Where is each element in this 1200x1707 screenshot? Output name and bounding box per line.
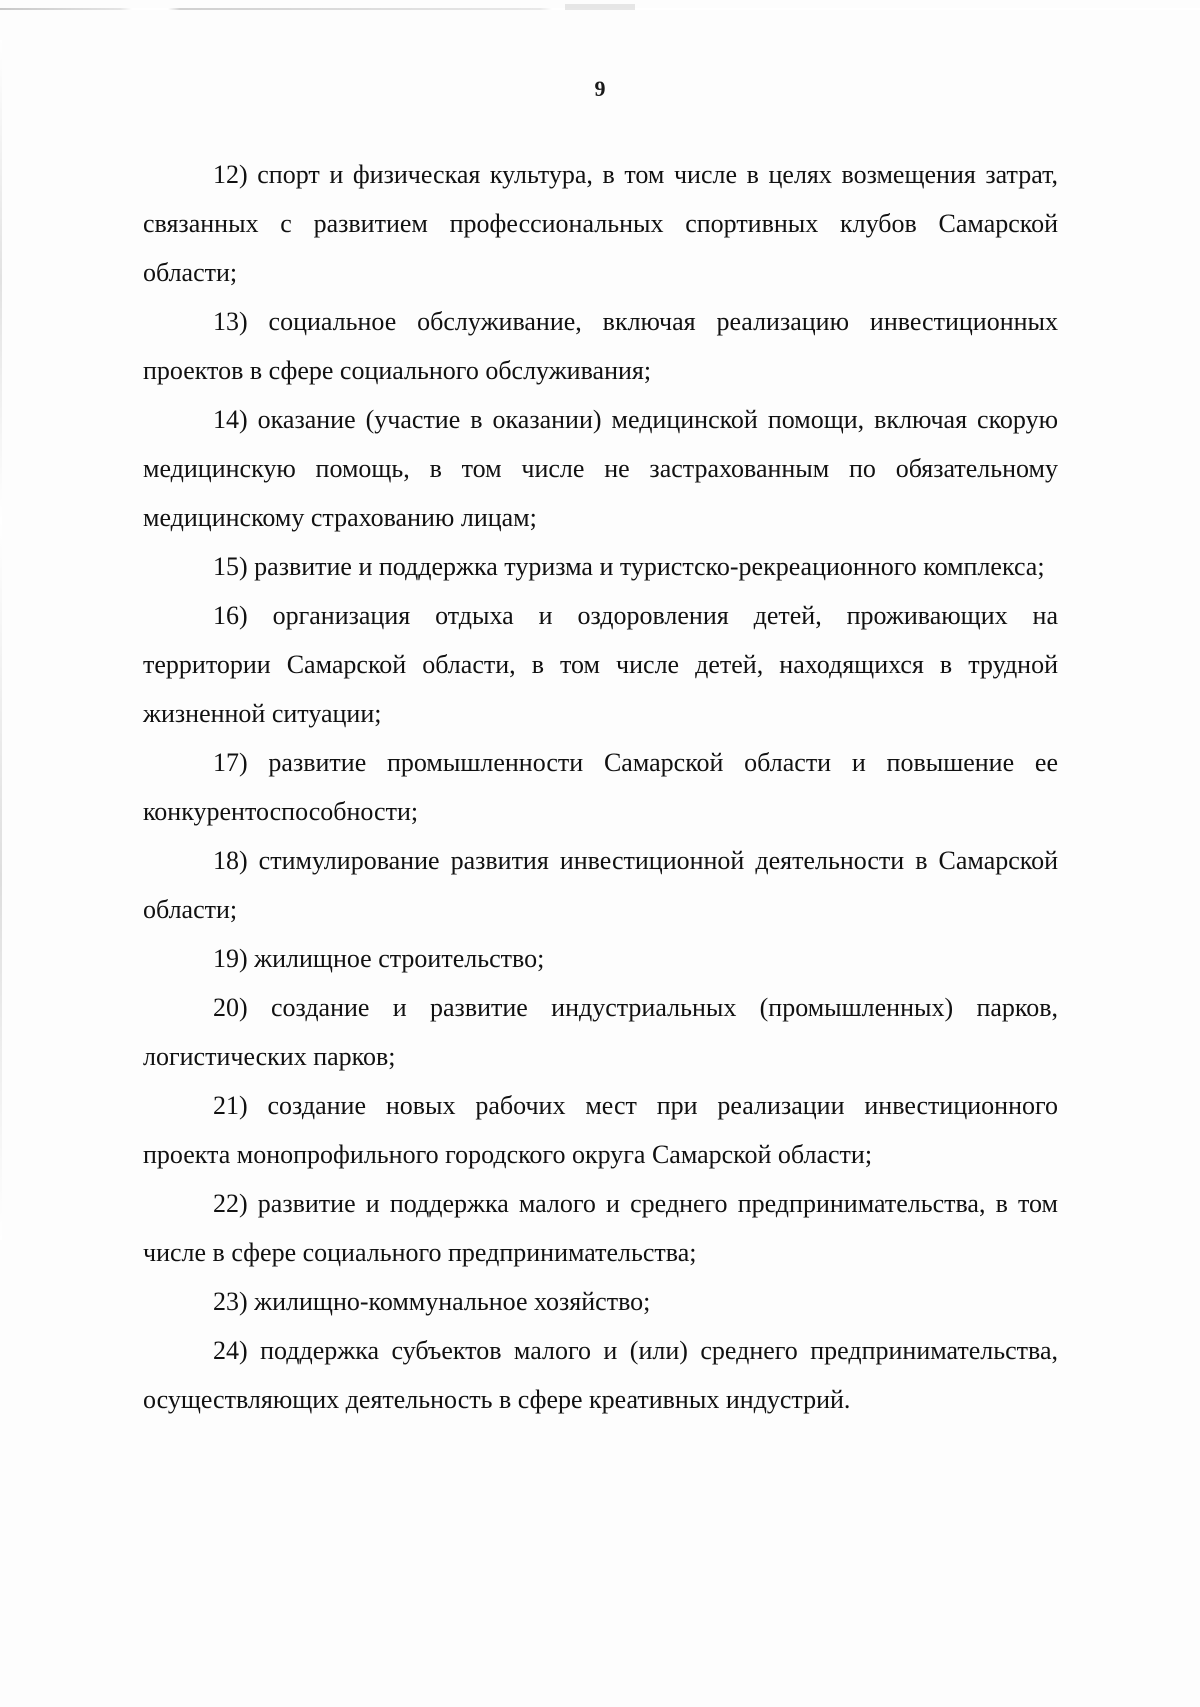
list-item-12: 12) спорт и физическая культура, в том числе в целях возмещения затрат, связанных с развитием профессиональных спортивных клубов Самарской области; xyxy=(143,160,1058,287)
list-item-14: 14) оказание (участие в оказании) медицинской помощи, включая скорую медицинскую помощь, в том числе не застрахованным по обязательному медицинскому страхованию лицам; xyxy=(143,405,1058,532)
list-item-24: 24) поддержка субъектов малого и (или) среднего предпринимательства, осуществляющих деятельность в сфере креативных индустрий. xyxy=(143,1336,1058,1414)
list-item-23: 23) жилищно-коммунальное хозяйство; xyxy=(213,1287,651,1316)
scan-artifact-left-edge xyxy=(0,40,2,1240)
list-item-13: 13) социальное обслуживание, включая реализацию инвестиционных проектов в сфере социального обслуживания; xyxy=(143,307,1058,385)
list-item-16: 16) организация отдыха и оздоровления детей, проживающих на территории Самарской области, в том числе детей, находящихся в трудной жизненной ситуации; xyxy=(143,601,1058,728)
list-item-15: 15) развитие и поддержка туризма и туристско-рекреационного комплекса; xyxy=(213,552,1045,581)
list-item-21: 21) создание новых рабочих мест при реализации инвестиционного проекта монопрофильного городского округа Самарской области; xyxy=(143,1091,1058,1169)
page-number: 9 xyxy=(594,76,606,101)
list-item-20: 20) создание и развитие индустриальных (промышленных) парков, логистических парков; xyxy=(143,993,1058,1071)
list-item-17: 17) развитие промышленности Самарской области и повышение ее конкурентоспособности; xyxy=(143,748,1058,826)
document-body xyxy=(143,150,1058,1424)
list-item-18: 18) стимулирование развития инвестиционной деятельности в Самарской области; xyxy=(143,846,1058,924)
list-item-22: 22) развитие и поддержка малого и среднего предпринимательства, в том числе в сфере социального предпринимательства; xyxy=(143,1189,1058,1267)
scan-artifact-mark xyxy=(565,4,635,10)
list-item-19: 19) жилищное строительство; xyxy=(213,944,545,973)
